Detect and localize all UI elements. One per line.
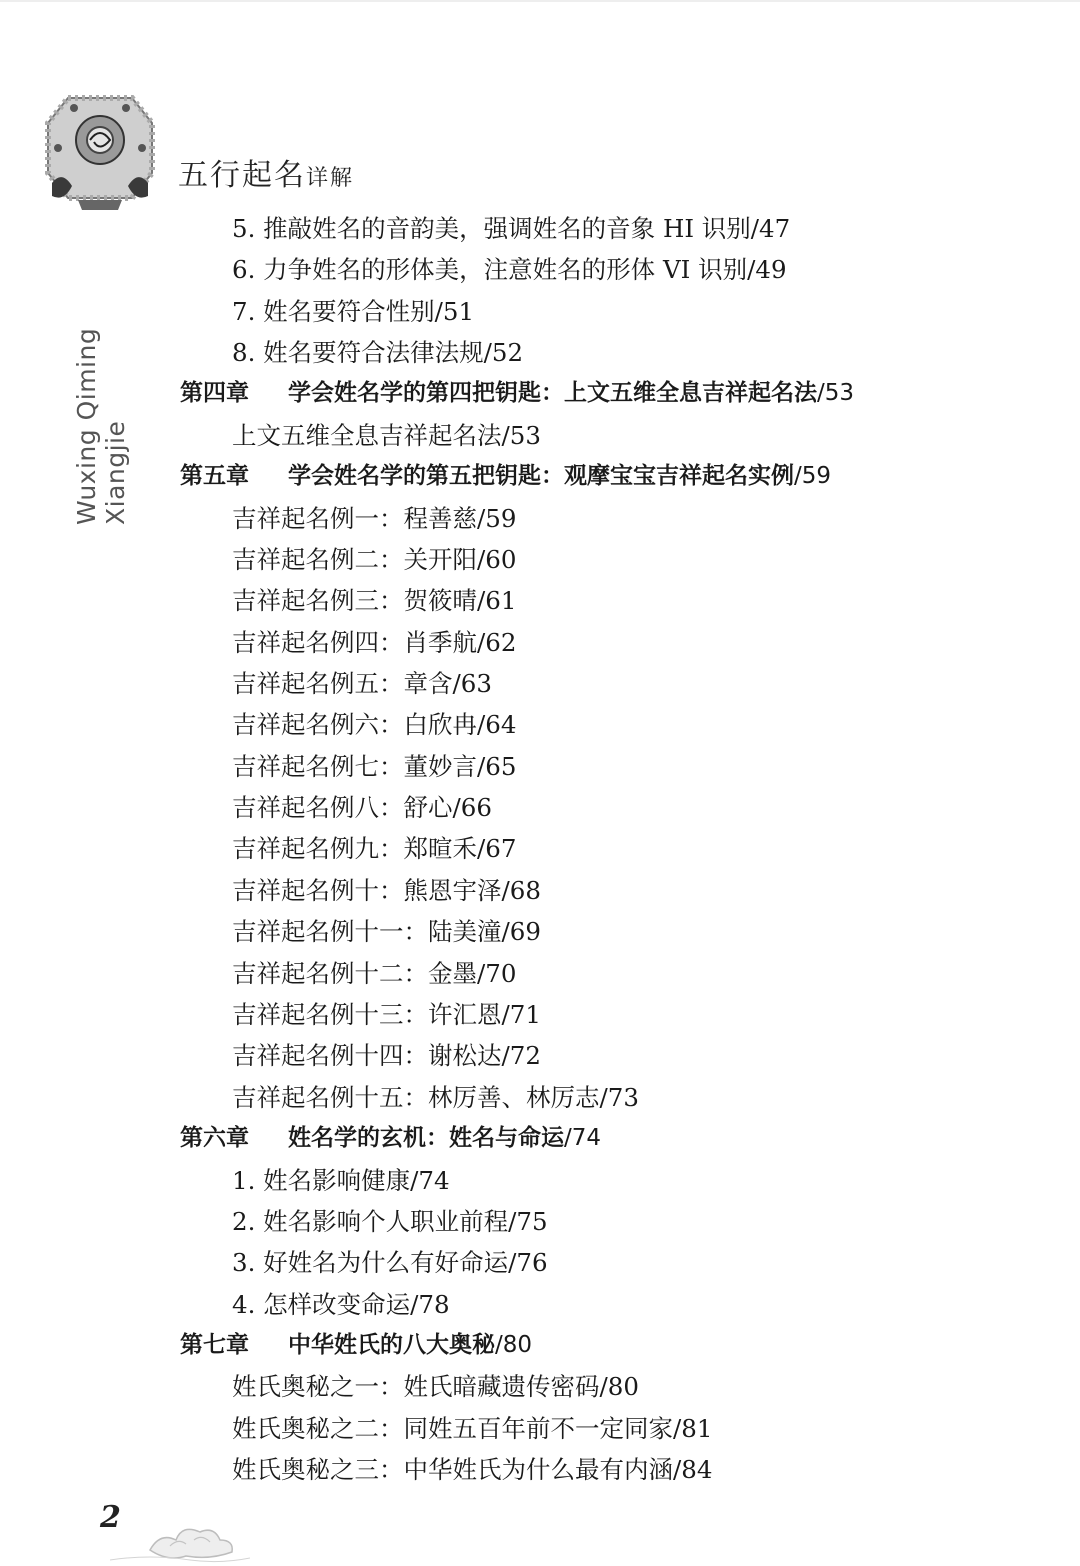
toc-item: 吉祥起名例七：董妙言/65 [232, 752, 517, 781]
toc-item: 吉祥起名例五：章含/63 [232, 669, 492, 698]
toc-item: 吉祥起名例九：郑暄禾/67 [232, 834, 517, 863]
book-title-sub: 详解 [306, 166, 355, 191]
toc-chapter: 第六章 姓名学的玄机：姓名与命运/74 [180, 1125, 602, 1151]
toc-item: 吉祥起名例十四：谢松达/72 [232, 1041, 541, 1070]
toc-item: 姓氏奥秘之三：中华姓氏为什么最有内涵/84 [232, 1455, 713, 1484]
toc-item: 5. 推敲姓名的音韵美，强调姓名的音象 HI 识别/47 [232, 214, 791, 243]
toc-item: 吉祥起名例四：肖季航/62 [232, 628, 517, 657]
toc-item: 1. 姓名影响健康/74 [232, 1166, 450, 1195]
book-title-header [178, 150, 354, 194]
scan-edge [0, 0, 1080, 2]
toc-item: 姓氏奥秘之一：姓氏暗藏遗传密码/80 [232, 1372, 639, 1401]
toc-item: 4. 怎样改变命运/78 [232, 1290, 450, 1319]
toc-item: 吉祥起名例一：程善慈/59 [232, 504, 517, 533]
page-number: 2 [100, 1500, 121, 1535]
book-title-main: 五行起名 [178, 158, 306, 193]
toc-item: 吉祥起名例十一：陆美潼/69 [232, 917, 541, 946]
toc-item: 吉祥起名例八：舒心/66 [232, 793, 492, 822]
toc-item: 6. 力争姓名的形体美，注意姓名的形体 VI 识别/49 [232, 255, 787, 284]
toc-item: 吉祥起名例十三：许汇恩/71 [232, 1000, 541, 1029]
toc-item: 3. 好姓名为什么有好命运/76 [232, 1248, 548, 1277]
toc-chapter: 第七章 中华姓氏的八大奥秘/80 [180, 1332, 533, 1358]
toc-item: 7. 姓名要符合性别/51 [232, 297, 475, 326]
toc-item: 吉祥起名例二：关开阳/60 [232, 545, 517, 574]
toc-item: 吉祥起名例十：熊恩宇泽/68 [232, 876, 541, 905]
toc-chapter: 第四章 学会姓名学的第四把钥匙：上文五维全息吉祥起名法/53 [180, 380, 855, 406]
toc-chapter: 第五章 学会姓名学的第五把钥匙：观摩宝宝吉祥起名实例/59 [180, 463, 832, 489]
toc-item: 上文五维全息吉祥起名法/53 [232, 421, 541, 450]
toc-item: 吉祥起名例三：贺筱晴/61 [232, 586, 517, 615]
ornament-emblem-icon [38, 78, 162, 218]
toc-item: 2. 姓名影响个人职业前程/75 [232, 1207, 548, 1236]
toc-item: 姓氏奥秘之二：同姓五百年前不一定同家/81 [232, 1414, 713, 1443]
toc-item: 8. 姓名要符合法律法规/52 [232, 338, 524, 367]
toc-item: 吉祥起名例十二：金墨/70 [232, 959, 517, 988]
spine-title: Wuxing Qiming Xiangjie [72, 327, 130, 525]
toc-item: 吉祥起名例六：白欣冉/64 [232, 710, 517, 739]
cloud-ornament-icon [110, 1510, 250, 1566]
toc-item: 吉祥起名例十五：林厉善、林厉志/73 [232, 1083, 639, 1112]
